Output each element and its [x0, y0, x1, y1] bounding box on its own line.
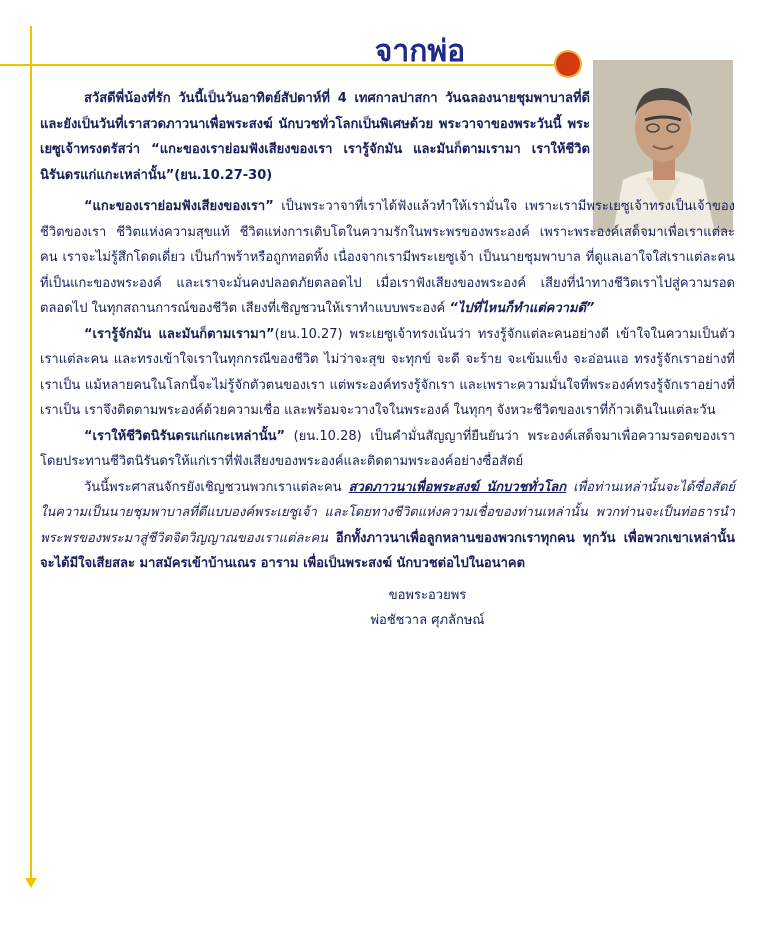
paragraph-4-bold: อีกทั้งภาวนาเพื่อลูกหลานของพวกเราทุกคน ทุกวัน เพื่อพวกเขาเหล่านั้นจะได้มีใจเสียสละ มาสมัครเข้าบ้านเณร อาราม เพื่อเป็นพระสงฆ์ นักบวชต่อไปในอนาคต	[40, 530, 735, 571]
paragraph-2-text: (ยน.10.27) พระเยซูเจ้าทรงเน้นว่า ทรงรู้จักแต่ละคนอย่างดี เข้าใจในความเป็นตัวเราแต่ละคน และทรงเข้าใจเราในทุกกรณีของชีวิต ไม่ว่าจะสุข จะทุกข์ จะดี จะร้าย จะเข้มแข็ง จะอ่อนแอ ทรงรู้จักเราอย่างที่เราเป็น แม้หลายคนในโลกนี้จะไม่รู้จักตัวตนของเรา แต่พระองค์ทรงรู้จักเรา และเพราะความมั่นใจที่พระองค์ทรงรู้จักเราอย่างที่เราเป็น เราจึงติดตามพระองค์ด้วยความเชื่อ และพร้อมจะวางใจในพระองค์ ในทุกๆ จังหวะชีวิตของเราที่ก้าวเดินในแต่ละวัน	[40, 326, 735, 418]
intro-paragraph: สวัสดีพี่น้องที่รัก วันนี้เป็นวันอาทิตย์สัปดาห์ที่ 4 เทศกาลปาสกา วันฉลองนายชุมพาบาลที่ดี และยังเป็นวันที่เราสวดภาวนาเพื่อพระสงฆ์ นักบวชทั่วโลกเป็นพิเศษด้วย พระวาจาของพระวันนี้ พระเยซูเจ้าทรงตรัสว่า “แกะของเราย่อมฟังเสียงของเรา เรารู้จักมัน และมันก็ตามเรามา เราให้ชีวิตนิรันดรแก่แกะเหล่านั้น”(ยน.10.27-30)	[40, 91, 590, 183]
paragraph-1-lead: “แกะของเราย่อมฟังเสียงของเรา”	[84, 199, 274, 214]
page-title: จากพ่อ	[374, 34, 466, 69]
paragraph-4-underlined: สวดภาวนาเพื่อพระสงฆ์ นักบวชทั่วโลก	[348, 479, 567, 495]
paragraph-4-text-2: เพื่อท่านเหล่านั้นจะได้ซื่อสัตย์ในความเป็นนายชุมพาบาลที่ดีแบบองค์พระเยซูเจ้า และโดยทางชีวิตแห่งความเชื่อของท่านเหล่านั้น พวกท่านจะเป็นท่อธารนำพระพรของพระมาสู่ชีวิตจิตวิญญาณของเราแต่ละคน	[40, 479, 735, 546]
paragraph-3-lead: “เราให้ชีวิตนิรันดรแก่แกะเหล่านั้น”	[84, 428, 286, 444]
signature: พ่อชัชวาล ศุภลักษณ์	[370, 613, 485, 628]
paragraph-3	[40, 424, 735, 475]
paragraph-3-text: (ยน.10.28) เป็นคำมั่นสัญญาที่ยืนยันว่า พระองค์เสด็จมาเพื่อความรอดของเรา โดยประทานชีวิตนิรันดรให้แก่เราที่ฟังเสียงของพระองค์และติดตามพระองค์อย่างซื่อสัตย์	[40, 428, 735, 469]
paragraph-1	[40, 194, 735, 322]
paragraph-4-text-1: วันนี้พระศาสนจักรยังเชิญชวนพวกเราแต่ละคน	[84, 479, 349, 495]
letter-body	[40, 86, 735, 634]
closing-blessing: ขอพระอวยพร	[388, 587, 467, 603]
paragraph-2	[40, 322, 735, 424]
paragraph-1-text: เป็นพระวาจาที่เราได้ฟังแล้วทำให้เรามั่นใจ เพราะเรามีพระเยซูเจ้าทรงเป็นเจ้าของชีวิตของเรา ชีวิตแห่งความสุขแท้ ชีวิตแห่งการเติบโตในความรักในพระพรของพระองค์ เพราะพระองค์เสด็จมาเพื่อเราแต่ละคน เราจะไม่รู้สึกโดดเดี่ยว เป็นกำพร้าหรือถูกทอดทิ้ง เนื่องจากเรามีพระเยซูเจ้า เป็นนายชุมพาบาล ที่ดูแลเอาใจใส่เราแต่ละคนที่เป็นแกะของพระองค์ และเราจะมั่นคงปลอดภัยตลอดไป เมื่อเราฟังเสียงของพระองค์ เสียงที่นำทางชีวิตเราไปสู่ความรอดตลอดไป ในทุกสถานการณ์ของชีวิต เสียงที่เชิญชวนให้เราทำแบบพระองค์	[40, 199, 735, 316]
paragraph-4	[40, 475, 735, 577]
down-arrow-icon	[25, 878, 37, 888]
left-accent-line	[30, 26, 32, 878]
paragraph-1-tail: “ไปที่ไหนก็ทำแต่ความดี”	[449, 301, 595, 316]
paragraph-2-lead: “เรารู้จักมัน และมันก็ตามเรามา”	[84, 326, 275, 342]
